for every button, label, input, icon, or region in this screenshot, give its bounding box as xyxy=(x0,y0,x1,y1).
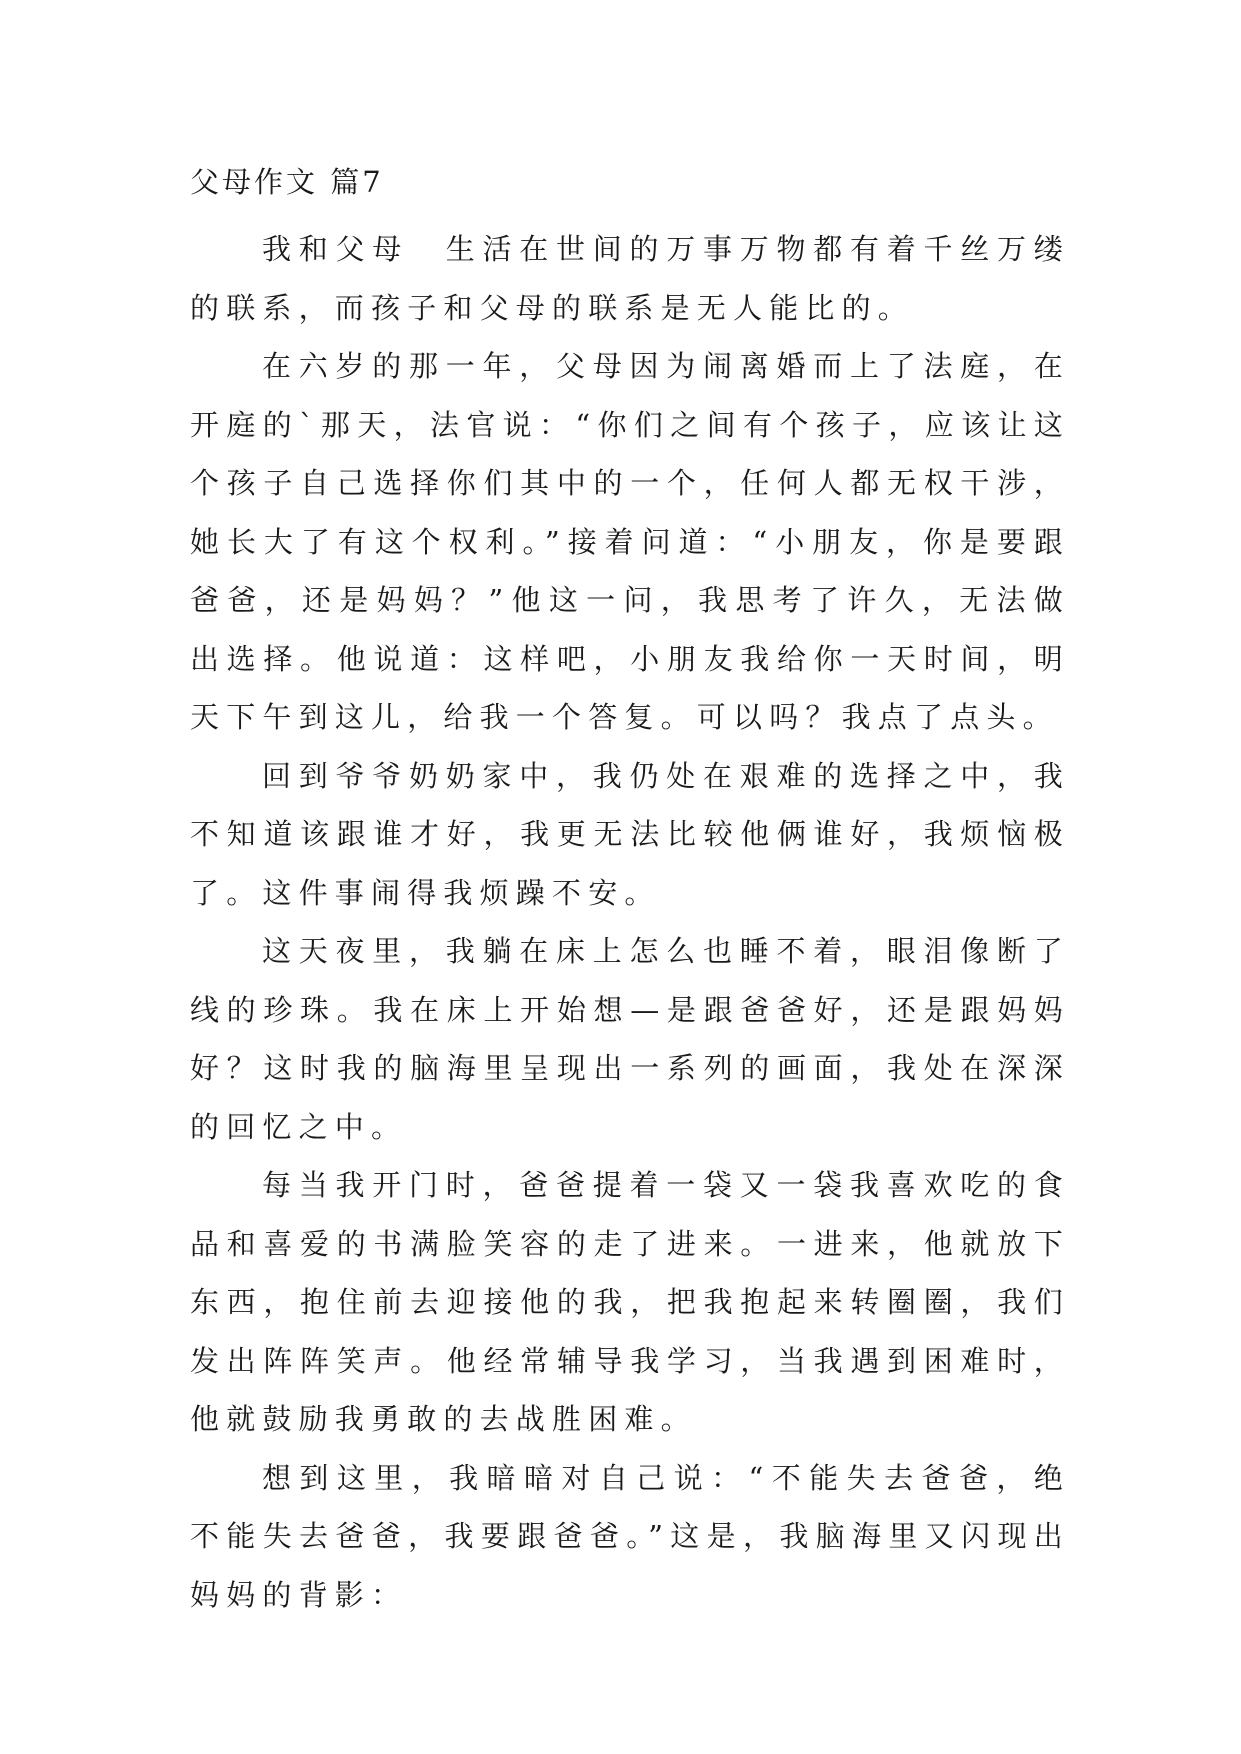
paragraph-6: 想到这里，我暗暗对自己说：“不能失去爸爸，绝不能失去爸爸，我要跟爸爸。”这是，我脑海里又闪现出妈妈的背影： xyxy=(190,1460,1070,1612)
paragraph-1: 我和父母 生活在世间的万事万物都有着千丝万缕的联系，而孩子和父母的联系是无人能比的。 xyxy=(190,232,1070,325)
document-body xyxy=(190,160,1070,1624)
essay-title: 父母作文 篇7 xyxy=(190,165,384,199)
paragraph-2: 在六岁的那一年，父母因为闹离婚而上了法庭，在开庭的`那天，法官说：“你们之间有个孩子，应该让这个孩子自己选择你们其中的一个，任何人都无权干涉，她长大了有这个权利。”接着问道：“小朋友，你是要跟爸爸，还是妈妈？”他这一问，我思考了许久，无法做出选择。他说道：这样吧，小朋友我给你一天时间，明天下午到这儿，给我一个答复。可以吗？我点了点头。 xyxy=(190,349,1070,734)
paragraph-5: 每当我开门时，爸爸提着一袋又一袋我喜欢吃的食品和喜爱的书满脸笑容的走了进来。一进来，他就放下东西，抱住前去迎接他的我，把我抱起来转圈圈，我们发出阵阵笑声。他经常辅导我学习，当我遇到困难时，他就鼓励我勇敢的去战胜困难。 xyxy=(190,1168,1070,1436)
paragraph-4: 这天夜里，我躺在床上怎么也睡不着，眼泪像断了线的珍珠。我在床上开始想—是跟爸爸好，还是跟妈妈好？这时我的脑海里呈现出一系列的画面，我处在深深的回忆之中。 xyxy=(190,934,1070,1144)
paragraph-3: 回到爷爷奶奶家中，我仍处在艰难的选择之中，我不知道该跟谁才好，我更无法比较他俩谁好，我烦恼极了。这件事闹得我烦躁不安。 xyxy=(190,758,1070,910)
